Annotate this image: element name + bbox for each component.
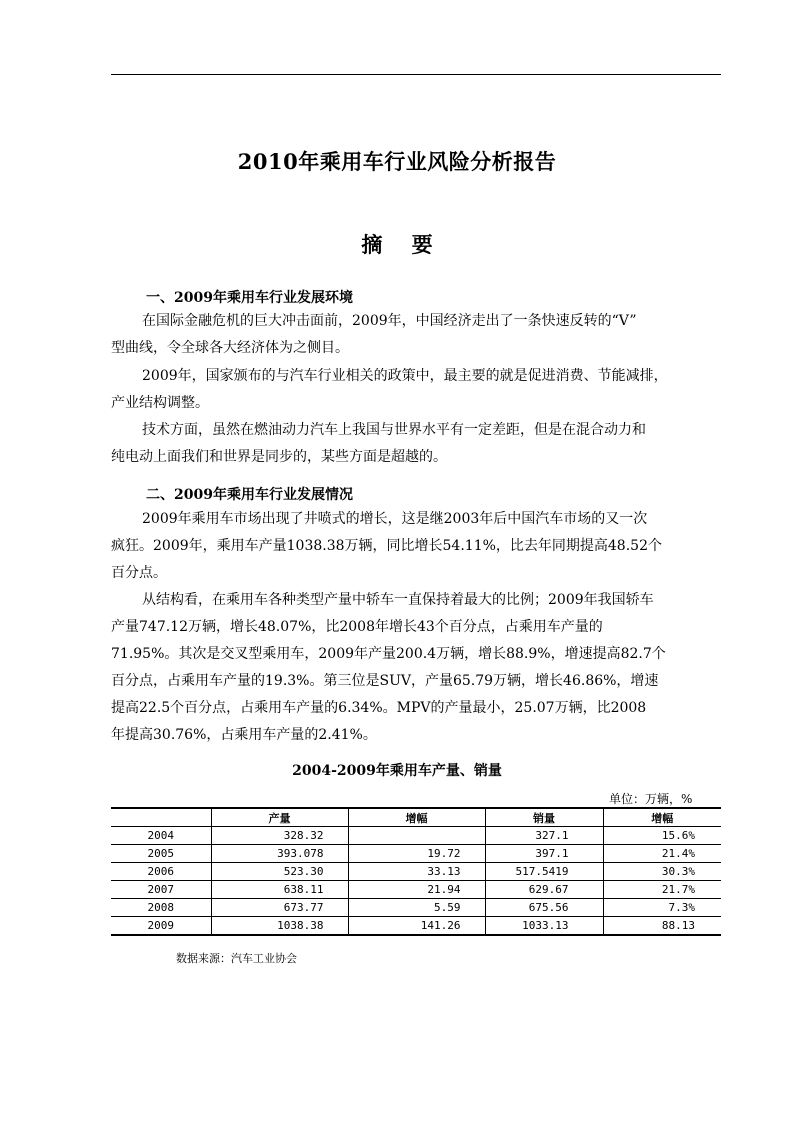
table-header-cell: 增幅 [603, 808, 721, 827]
table-cell: 19.72 [348, 845, 485, 863]
table-cell: 397.1 [485, 845, 603, 863]
table-cell: 2009 [111, 917, 211, 936]
paragraph-line: 2009年乘用车市场出现了井喷式的增长，这是继2003年后中国汽车市场的又一次 [142, 511, 648, 527]
table-cell: 2006 [111, 863, 211, 881]
table-cell: 675.56 [485, 899, 603, 917]
table-header-row [111, 808, 721, 827]
table-cell: 7.3% [603, 899, 721, 917]
table-header-cell [111, 808, 211, 827]
table-header-cell: 产量 [211, 808, 348, 827]
section2-heading: 二、2009年乘用车行业发展情况 [146, 487, 353, 503]
paragraph-line: 年提高30.76%，占乘用车产量的2.41%。 [111, 727, 377, 743]
table-cell: 15.6% [603, 827, 721, 845]
section1-paragraph-3 [111, 417, 721, 471]
report-title: 2010年乘用车行业风险分析报告 [237, 149, 557, 174]
table-cell: 2005 [111, 845, 211, 863]
section1-paragraph-1 [111, 308, 721, 362]
table-cell: 523.30 [211, 863, 348, 881]
paragraph-line: 疯狂。2009年，乘用车产量1038.38万辆，同比增长54.11%，比去年同期提高48.52个 [111, 538, 662, 554]
section2-paragraph-2 [111, 587, 721, 749]
table-header-cell: 销量 [485, 808, 603, 827]
table-header-cell: 增幅 [348, 808, 485, 827]
paragraph-line: 从结构看，在乘用车各种类型产量中轿车一直保持着最大的比例；2009年我国轿车 [142, 592, 654, 608]
table-cell: 2007 [111, 881, 211, 899]
table-cell: 673.77 [211, 899, 348, 917]
paragraph-line: 产量747.12万辆，增长48.07%，比2008年增长43个百分点，占乘用车产量的 [111, 619, 603, 635]
production-sales-table [111, 807, 721, 936]
table-row [111, 881, 721, 899]
table-cell: 30.3% [603, 863, 721, 881]
table-cell: 1038.38 [211, 917, 348, 936]
table-cell [348, 827, 485, 845]
table-cell: 517.5419 [485, 863, 603, 881]
table-cell: 327.1 [485, 827, 603, 845]
table-cell: 2008 [111, 899, 211, 917]
table-cell: 21.4% [603, 845, 721, 863]
table-row [111, 845, 721, 863]
table-source: 数据来源：汽车工业协会 [176, 952, 297, 965]
paragraph-line: 技术方面，虽然在燃油动力汽车上我国与世界水平有一定差距，但是在混合动力和 [142, 422, 646, 438]
table-cell: 5.59 [348, 899, 485, 917]
table-cell: 638.11 [211, 881, 348, 899]
table-cell: 629.67 [485, 881, 603, 899]
table-cell: 88.13 [603, 917, 721, 936]
table-cell: 2004 [111, 827, 211, 845]
table-cell: 21.94 [348, 881, 485, 899]
table-cell: 393.078 [211, 845, 348, 863]
table-cell: 21.7% [603, 881, 721, 899]
paragraph-line: 产业结构调整。 [111, 395, 209, 411]
table-unit: 单位：万辆，% [609, 792, 693, 806]
table-title: 2004-2009年乘用车产量、销量 [292, 763, 502, 779]
section2-paragraph-1 [111, 506, 721, 587]
paragraph-line: 71.95%。其次是交叉型乘用车，2009年产量200.4万辆，增长88.9%，增速提高82.7个 [111, 646, 666, 662]
table-cell: 141.26 [348, 917, 485, 936]
table-cell: 328.32 [211, 827, 348, 845]
paragraph-line: 提高22.5个百分点，占乘用车产量的6.34%。MPV的产量最小，25.07万辆，比2008 [111, 700, 647, 716]
paragraph-line: 纯电动上面我们和世界是同步的，某些方面是超越的。 [111, 449, 447, 465]
table-row [111, 827, 721, 845]
paragraph-line: 百分点。 [111, 565, 167, 581]
table-row [111, 899, 721, 917]
paragraph-line: 百分点，占乘用车产量的19.3%。第三位是SUV，产量65.79万辆，增长46.86%，增速 [111, 673, 659, 689]
paragraph-line: 在国际金融危机的巨大冲击面前，2009年，中国经济走出了一条快速反转的“V” [142, 313, 637, 329]
table-cell: 1033.13 [485, 917, 603, 936]
table-cell: 33.13 [348, 863, 485, 881]
table-row [111, 863, 721, 881]
paragraph-line: 型曲线，令全球各大经济体为之侧目。 [111, 340, 349, 356]
section1-heading: 一、2009年乘用车行业发展环境 [146, 290, 353, 306]
abstract-heading: 摘 要 [361, 232, 433, 257]
section1-paragraph-2 [111, 363, 721, 417]
paragraph-line: 2009年，国家颁布的与汽车行业相关的政策中，最主要的就是促进消费、节能减排， [142, 368, 668, 384]
table-row [111, 917, 721, 936]
header-rule [111, 74, 721, 75]
